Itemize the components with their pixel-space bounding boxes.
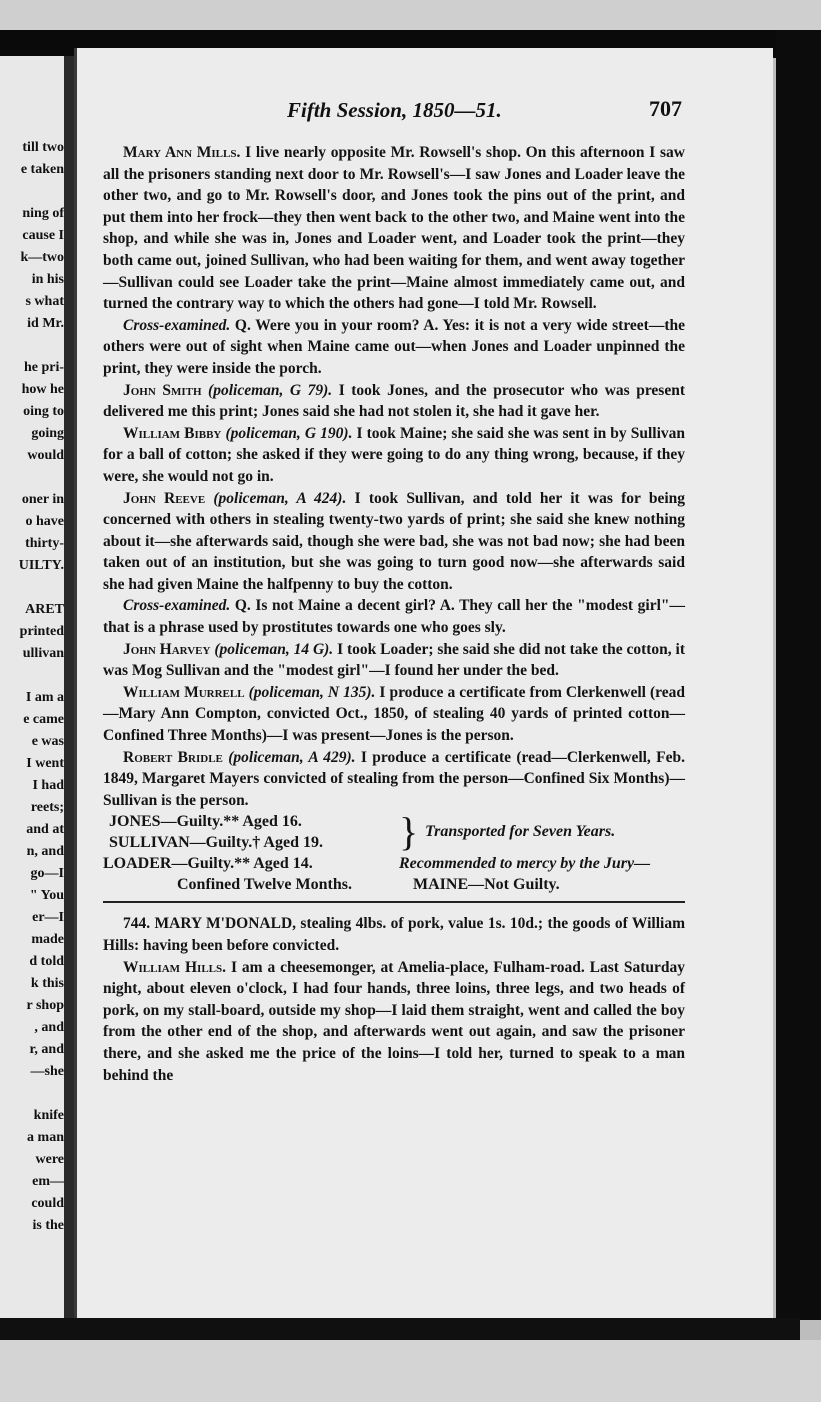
testimony-list [103,142,685,811]
margin-fragment: ullivan [22,646,64,661]
speaker-role: (policeman, A 424). [213,489,347,507]
speaker-role: (policeman, G 190). [225,424,353,442]
recommendation-text: Recommended to mercy by the Jury— [399,855,651,873]
speaker-name: John Smith [123,381,202,399]
page-header [77,96,773,126]
margin-fragment: in his [31,272,64,287]
speaker-role: (policeman, N 135). [248,683,376,701]
margin-fragment: k this [30,976,64,991]
margin-fragment: how he [21,382,64,397]
margin-fragment: o have [25,514,64,529]
margin-fragment: e taken [20,162,64,177]
margin-fragment: I had [32,778,64,793]
margin-fragment: go—I [30,866,64,881]
margin-fragment: s what [25,294,64,309]
testimony-paragraph [103,142,685,315]
scan-frame-right [776,30,821,1320]
speaker-name: William Bibby [123,424,222,442]
margin-fragment: oing to [23,404,64,419]
testimony-text: I took Loader; she said she did not take the cotton, it was Mog Sullivan and the "modest girl"—I found her under the bed. [103,640,686,680]
margin-fragment: d told [29,954,64,969]
testimony-text: I produce a certificate (read—Clerkenwell, Feb. 1849, Margaret Mayers convicted of stealing from the person—Confined Six Months)—Sullivan is the person. [103,748,686,809]
margin-fragment: ning of [22,206,64,221]
margin-fragment: were [35,1152,64,1167]
testimony-text: I live nearly opposite Mr. Rowsell's shop. On this afternoon I saw all the prisoners standing next door to Mr. Rowsell's—I saw Jones and Loader leave the other two, and go to Mr. Rowsell's door, and Jones took the pins out of the print, and put them into her frock—they then went back to the other two, and Maine went into the shop, and while she was in, Jones and Loader went, and Loader took the print—they both came out, joined Sullivan, who had been waiting for them, and went away together—Sullivan could see Loader take the print—Maine almost immediately came out, and turned the contrary way to which the others had gone—I told Mr. Rowsell. [103,144,685,313]
margin-fragment: going [31,426,64,441]
margin-fragment: printed [19,624,64,639]
margin-fragment: er—I [32,910,64,925]
speaker-name: William Murrell [123,683,245,701]
margin-fragment: a man [27,1130,64,1145]
speaker-name: Mary Ann Mills. [123,144,241,161]
speaker-name: John Harvey [123,640,211,658]
margin-fragment: would [27,448,64,463]
margin-fragment: and at [26,822,64,837]
scan-background-bottom [0,1340,821,1402]
speaker-name: Robert Bridle [123,748,223,766]
margin-fragment: n, and [26,844,64,859]
testimony-text: Q. Is not Maine a decent girl? A. They call her the "modest girl"—that is a phrase used by prostitutes towards one who goes sly. [103,597,685,637]
margin-fragment: I am a [25,690,64,705]
verdict-block [103,811,685,895]
margin-fragment: made [31,932,64,947]
margin-fragment: knife [33,1108,64,1123]
margin-fragment: thirty- [25,536,64,551]
verdict-sullivan: SULLIVAN—Guilty.† Aged 19. [109,834,323,852]
margin-fragment: " You [29,888,64,903]
testimony-text: I produce a certificate from Clerkenwell (read—Mary Ann Compton, convicted Oct., 1850, of stealing 40 yards of printed cotton—Confined Three Months)—I was present—Jones is the person. [103,683,685,745]
running-head: Fifth Session, 1850—51. [287,98,502,122]
speaker-role: (policeman, G 79). [208,381,333,399]
margin-fragment: till two [22,140,64,155]
page-number: 707 [649,96,682,121]
previous-page-edge [0,56,66,1318]
verdict-brace: } [399,809,419,855]
testimony-text: Q. Were you in your room? A. Yes: it is not a very wide street—the others were out of sight when Maine came out—when Jones and Loader unpinned the print, they were inside the porch. [103,316,686,377]
margin-fragment: r shop [26,998,64,1013]
testimony-text: I took Maine; she said she was sent in by Sullivan for a ball of cotton; she asked if they were going to do any thing wrong, because, if they were, she would not go in. [103,424,685,485]
testimony-paragraph [103,682,685,747]
page-body [103,142,685,1086]
case-heading: 744. MARY M'DONALD, stealing 4lbs. of pork, value 1s. 10d.; the goods of William Hills: having been before convicted. [103,915,685,954]
testimony-paragraph [103,639,685,682]
testimony-paragraph [103,488,685,596]
cross-examined-label: Cross-examined. [123,597,231,615]
verdict-jones: JONES—Guilty.** Aged 16. [109,813,302,831]
verdict-maine: MAINE—Not Guilty. [413,876,560,894]
margin-fragment: UILTY. [18,558,64,573]
testimony-paragraph [103,315,685,380]
margin-fragment: I went [26,756,64,771]
section-rule [103,901,685,903]
testimony-text: I took Sullivan, and told her it was for being concerned with others in stealing twenty-two yards of print; she said she knew nothing about it—she afterwards said, though she were bad, she was not bad now; she had been taken out of an institution, but she was going to turn good now—she afterwards said she had given Maine the halfpenny to buy the cotton. [103,489,686,593]
case-testimony: William Hills. I am a cheesemonger, at Amelia-place, Fulham-road. Last Saturday night, about eleven o'clock, I had four hands, three loins, three legs, and two heads of pork, on my stall-board, outside my shop—I laid them straight, went and called the boy from the other end of the shop, and afterwards went out again, and saw the prisoner there, and she asked me the price of the loins—I told her, turned to speak to a man behind the [103,958,685,1084]
sentence-text: Transported for Seven Years. [425,823,616,841]
testimony-paragraph [103,595,685,638]
margin-fragment: ARET [25,602,64,617]
testimony-paragraph [103,423,685,488]
speaker-role: (policeman, A 429). [228,748,356,766]
testimony-text: I took Jones, and the prosecutor who was present delivered me this print; Jones said she had not stolen it, she had it gave her. [103,381,686,421]
margin-fragment: reets; [30,800,64,815]
book-page [74,48,773,1318]
margin-fragment: he pri- [23,360,64,375]
margin-fragment: , and [34,1020,64,1035]
speaker-role: (policeman, 14 G). [214,640,334,658]
cross-examined-label: Cross-examined. [123,316,231,334]
margin-fragment: e was [31,734,64,749]
speaker-name: John Reeve [123,489,206,507]
margin-fragment: e came [23,712,64,727]
testimony-paragraph [103,747,685,812]
verdict-loader-sentence: Confined Twelve Months. [177,876,352,894]
speaker-name: William Hills. [123,958,226,976]
margin-fragment: cause I [22,228,64,243]
verdict-loader: LOADER—Guilty.** Aged 14. [103,855,313,873]
testimony-paragraph [103,380,685,423]
scan-frame-bottom [0,1318,800,1340]
margin-fragment: is the [32,1218,64,1233]
margin-fragment: em— [32,1174,64,1189]
margin-fragment: r, and [29,1042,64,1057]
margin-fragment: could [31,1196,64,1211]
margin-fragment: k—two [20,250,64,265]
margin-fragment: —she [30,1064,64,1079]
margin-fragment: oner in [21,492,64,507]
margin-fragment: id Mr. [27,316,64,331]
